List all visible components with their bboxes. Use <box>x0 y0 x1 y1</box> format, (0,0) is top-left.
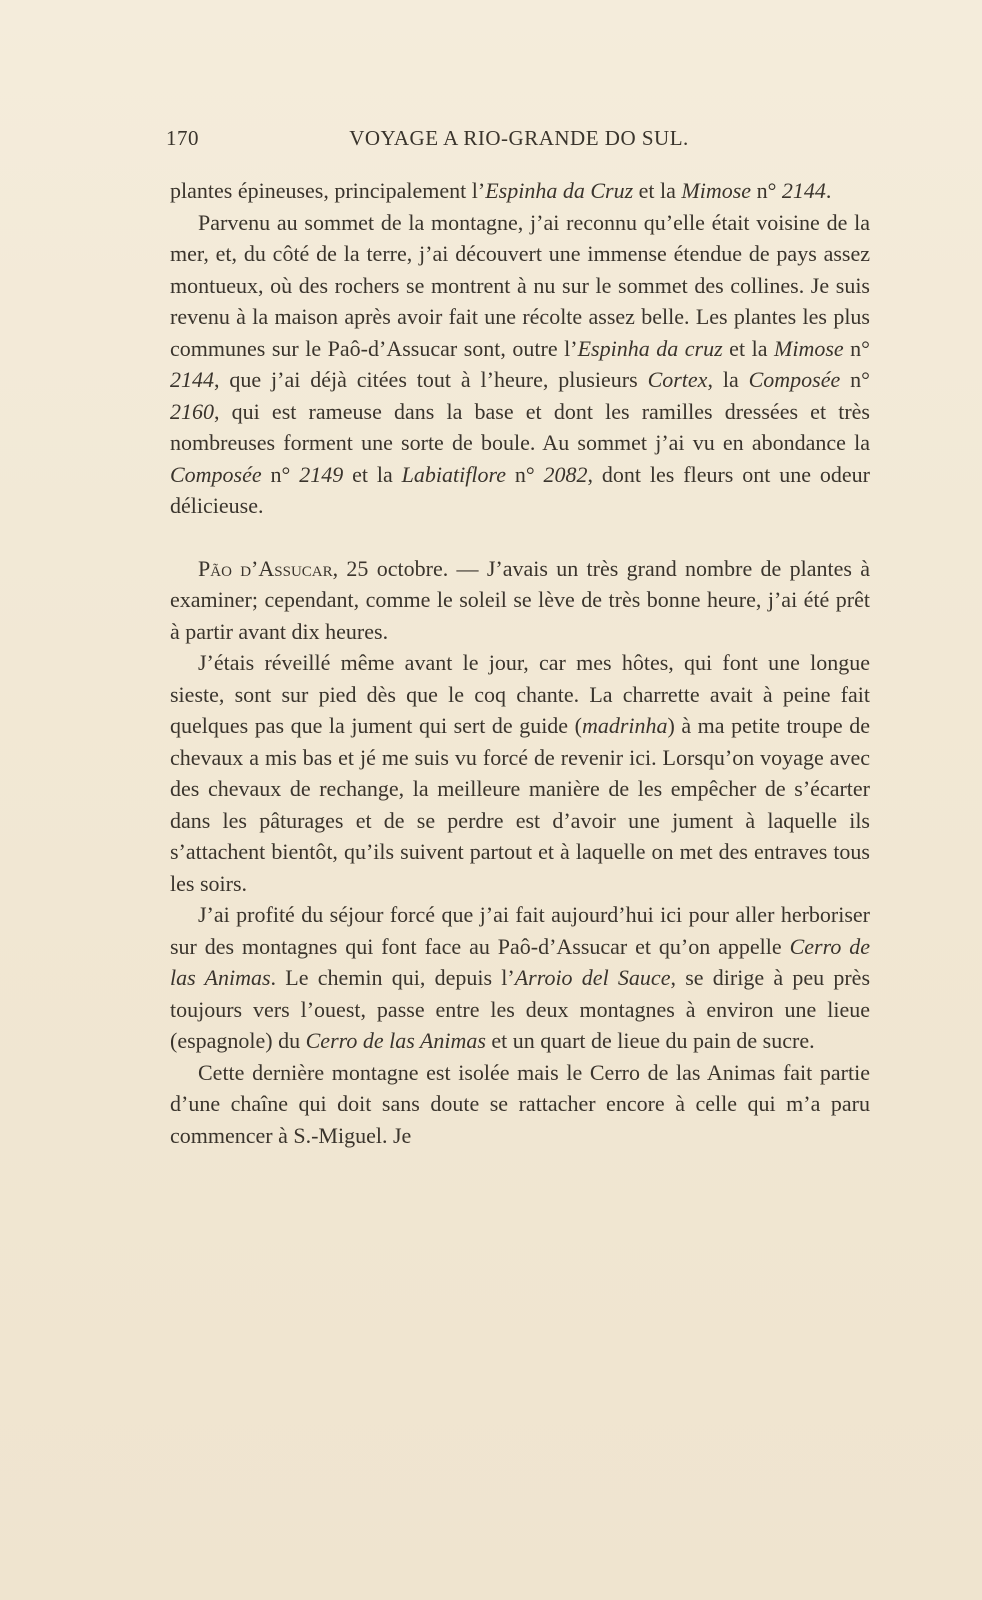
page-number: 170 <box>166 126 199 150</box>
page-header <box>168 126 870 156</box>
entry-heading: Pão d’Assucar <box>198 555 333 581</box>
running-title: VOYAGE A RIO-GRANDE DO SUL. <box>349 126 689 150</box>
paragraph-continuation: plantes épineuses, principalement l’Espinha da Cruz et la Mimose n° 2144. <box>170 178 832 203</box>
paragraph-dated-entry: Pão d’Assucar, 25 octobre. — J’avais un très grand nombre de plantes à examiner; cependant, comme le soleil se lève de très bonne heure, j’ai été prêt à partir avant dix heures. <box>170 555 870 644</box>
body-text <box>170 175 870 1151</box>
paragraph-mountain: Cette dernière montagne est isolée mais le Cerro de las Animas fait partie d’une chaîne qui doit sans doute se rattacher encore à celle qui m’a paru commencer à S.-Miguel. Je <box>170 1059 870 1148</box>
paragraph-excursion: J’ai profité du séjour forcé que j’ai fait aujourd’hui ici pour aller herboriser sur des montagnes qui font face au Paô-d’Assucar et qu’on appelle Cerro de las Animas. Le chemin qui, depuis l’Arroio del Sauce, se dirige à peu près toujours vers l’ouest, passe entre les deux montagnes à environ une lieue (espagnole) du Cerro de las Animas et un quart de lieue du pain de sucre. <box>170 902 871 1053</box>
paragraph-summit: Parvenu au sommet de la montagne, j’ai reconnu qu’elle était voisine de la mer, et, du côté de la terre, j’ai découvert une immense étendue de pays assez montueux, où des rochers se montrent à nu sur le sommet des collines. Je suis revenu à la maison après avoir fait une récolte assez belle. Les plantes les plus communes sur le Paô-d’Assucar sont, outre l’Espinha da cruz et la Mimose n° 2144, que j’ai déjà citées tout à l’heure, plusieurs Cortex, la Composée n° 2160, qui est rameuse dans la base et dont les ramilles dressées et très nombreuses forment une sorte de boule. Au sommet j’ai vu en abondance la Composée n° 2149 et la Labiatiflore n° 2082, dont les fleurs ont une odeur délicieuse. <box>170 209 870 518</box>
paragraph-departure: J’étais réveillé même avant le jour, car mes hôtes, qui font une longue sieste, sont sur pied dès que le coq chante. La charrette avait à peine fait quelques pas que la jument qui sert de guide (madrinha) à ma petite troupe de chevaux a mis bas et jé me suis vu forcé de revenir ici. Lorsqu’on voyage avec des chevaux de rechange, la meilleure manière de les empêcher de s’écarter dans les pâturages et de se perdre est d’avoir une jument à laquelle ils s’attachent bientôt, qu’ils suivent partout et à laquelle on met des entraves tous les soirs. <box>170 650 870 896</box>
